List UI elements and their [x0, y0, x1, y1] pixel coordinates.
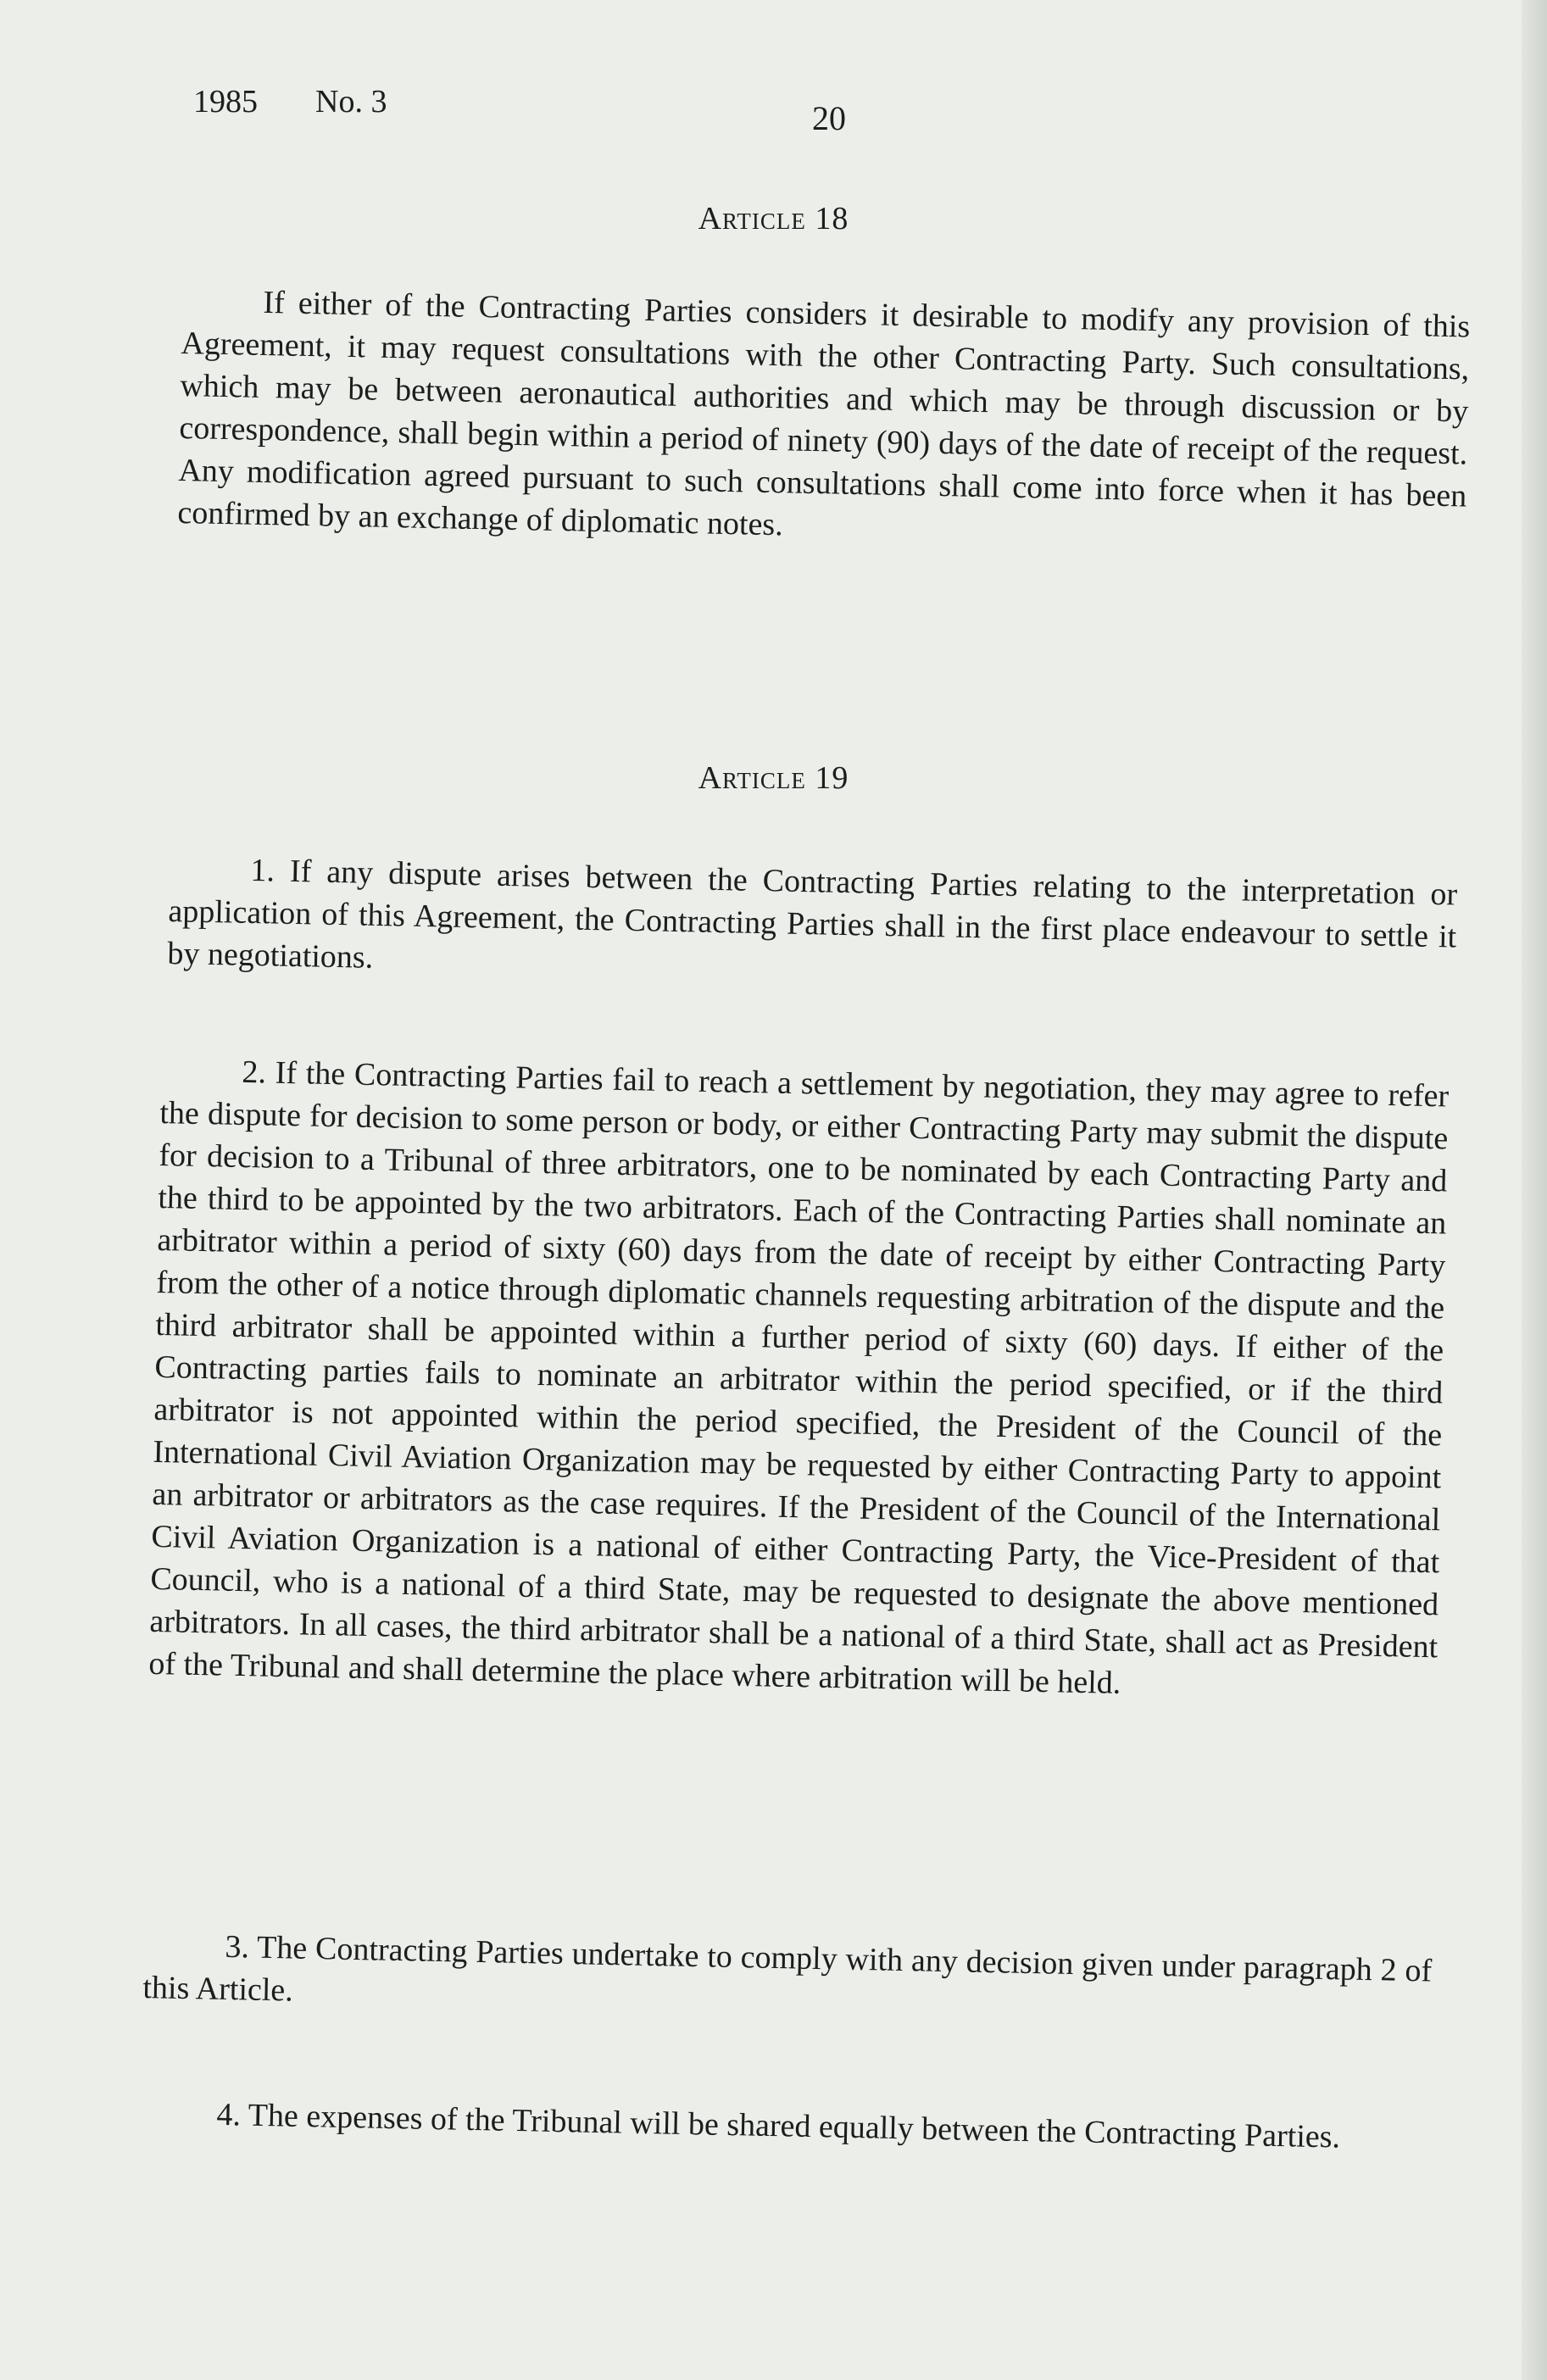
article-19-heading: Article 19 [698, 760, 849, 796]
header-year: 1985 [193, 84, 258, 120]
article-18-paragraph: If either of the Contracting Parties considers it desirable to modify any provision of this Agreement, it may request consultations with the other Contracting Party. Such consultations, which may be between aeronautical authorities and which may be through discussion or by correspondence, shall begin within a period of ninety (90) days of the date of receipt of the request. Any modification agreed pursuant to such consultations shall come into force when it has been confirmed by an exchange of diplomatic notes. [177, 284, 1471, 543]
article-19-paragraph-4: 4. The expenses of the Tribunal will be shared equally between the Contracting Parties. [216, 2096, 1341, 2155]
page-number: 20 [812, 99, 846, 137]
article-19-paragraph-1: 1. If any dispute arises between the Contracting Parties relating to the interpretation or application of this Agreement, the Contracting Parties shall in the first place endeavour to settle it by negotiations. [167, 852, 1458, 976]
article-19-paragraph-3: 3. The Contracting Parties undertake to comply with any decision given under paragraph 2 of this Article. [142, 1928, 1433, 2009]
header-number: No. 3 [315, 84, 387, 120]
article-18-heading: Article 18 [698, 201, 849, 236]
article-19-paragraph-2: 2. If the Contracting Parties fail to reach a settlement by negotiation, they may agree to refer the dispute for decision to some person or body, or either Contracting Party may submit the dispute for decision to a Tribunal of three arbitrators, one to be nominated by each Contracting Party and the third to be appointed by the two arbitrators. Each of the Contracting Parties shall nominate an arbitrator within a period of sixty (60) days from the date of receipt by either Contracting Party from the other of a notice through diplomatic channels requesting arbitration of the dispute and the third arbitrator shall be appointed within a further period of sixty (60) days. If either of the Contracting parties fails to nominate an arbitrator within the period specified, or if the third arbitrator is not appointed within the period specified, the President of the Council of the International Civil Aviation Organization may be requested by either Contracting Party to appoint an arbitrator or arbitrators as the case requires. If the President of the Council of the International Civil Aviation Organization is a national of either Contracting Party, the Vice-President of that Council, who is a national of a third State, may be requested to designate the above mentioned arbitrators. In all cases, the third arbitrator shall be a national of a third State, shall act as President of the Tribunal and shall determine the place where arbitration will be held. [148, 1054, 1450, 1701]
page-spine-shadow [1522, 0, 1547, 2380]
